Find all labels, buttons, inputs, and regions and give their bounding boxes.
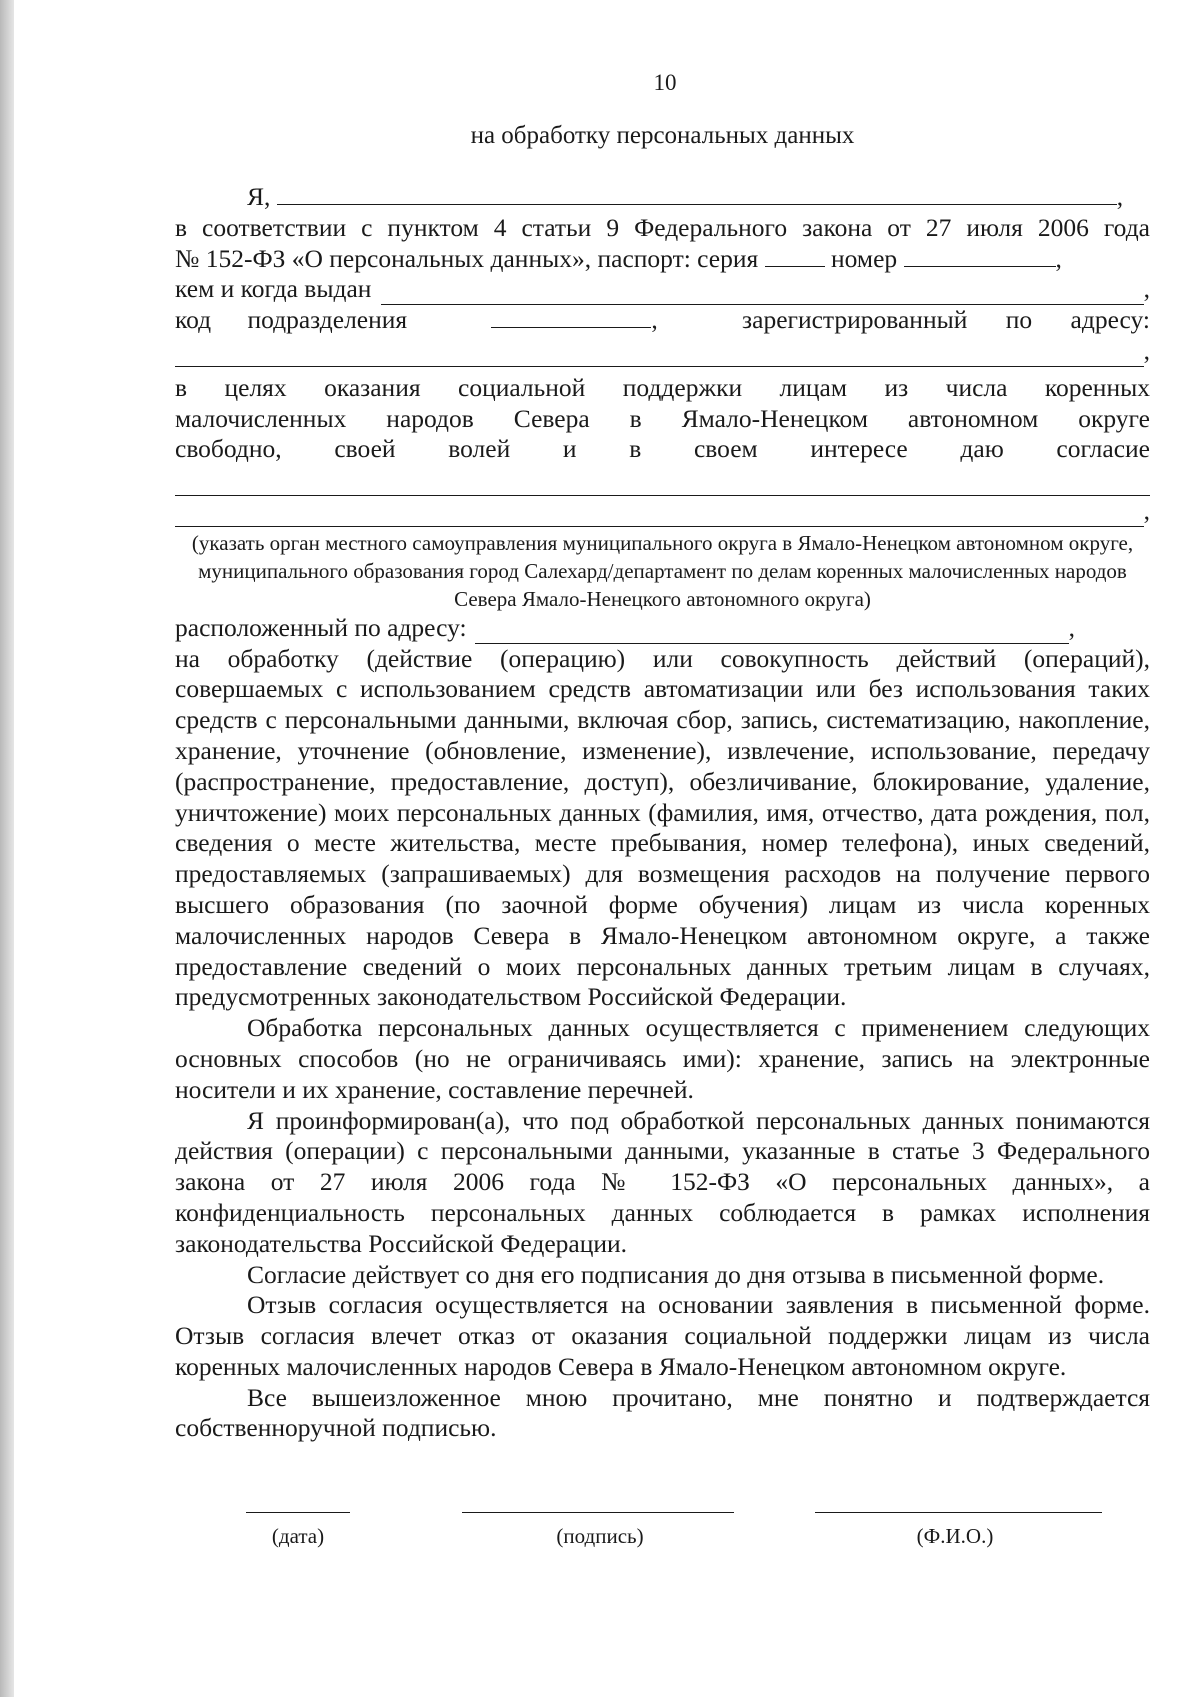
organ-instruction-note: (указать орган местного самоуправления муниципального округа в Ямало-Ненецком автономном округе, муниципального образования город Салехард/департамент по делам коренных малочисленных народов Севера Ямало-Ненецкого автономного округа) — [191, 530, 1134, 611]
purpose-line-3: свободно, своей волей и в своем интересе даю согласие — [175, 434, 1150, 464]
purpose-line-1: в целях оказания социальной поддержки лицам из числа коренных — [175, 372, 1150, 402]
located-address-line — [175, 613, 1075, 644]
department-code-field — [491, 305, 657, 336]
organ-blank-line-2 — [175, 496, 1150, 527]
signature-line — [462, 1502, 734, 1513]
revocation-paragraph: Отзыв согласия осуществляется на основании заявления в письменной форме. Отзыв согласия влечет отказ от оказания социальной поддержки лицам из числа коренных малочисленных народов Севера в Ямало-Ненецком автономном округе. — [175, 1290, 1150, 1381]
issued-label: кем и когда выдан — [175, 274, 372, 304]
comma: , — [1068, 612, 1075, 642]
passport-label: № 152-ФЗ «О персональных данных», паспорт: серия — [175, 243, 759, 273]
signature-block — [0, 1502, 1200, 1562]
date-signature-line — [246, 1502, 350, 1513]
confirmation-paragraph: Все вышеизложенное мною прочитано, мне понятно и подтверждается собственноручной подписью. — [175, 1382, 1150, 1443]
passport-number-label: номер — [831, 243, 898, 273]
applicant-name-line — [175, 182, 1150, 213]
organ-name-blank — [175, 473, 1150, 496]
applicant-prefix: Я, — [247, 182, 271, 211]
applicant-name-blank — [277, 182, 1117, 205]
page-number: 10 — [653, 70, 677, 95]
purpose-line-2: малочисленных народов Севера в Ямало-Ненецком автономном округе — [175, 403, 1150, 433]
issued-by-blank — [381, 282, 1143, 305]
organ-blank-line-1 — [175, 465, 1150, 496]
signature-caption: (подпись) — [556, 1524, 644, 1548]
passport-number-blank — [904, 244, 1056, 267]
law-reference-line: в соответствии с пунктом 4 статьи 9 Федерального закона от 27 июля 2006 года — [175, 212, 1150, 242]
comma: , — [1055, 243, 1062, 273]
department-code-blank — [491, 305, 651, 328]
registered-label: зарегистрированный по адресу: — [742, 305, 1150, 335]
methods-paragraph: Обработка персональных данных осуществляется с применением следующих основных способов (но не ограничиваясь ими): хранение, запись на электронные носители и их хранение, составление перечней. — [175, 1013, 1150, 1104]
validity-paragraph: Согласие действует со дня его подписания до дня отзыва в письменной форме. — [247, 1259, 1105, 1289]
processing-paragraph: на обработку (действие (операцию) или совокупность действий (операций), совершаемых с использованием средств автоматизации или без использования таких средств с персональными данными, включая сбор, запись, систематизацию, накопление, хранение, уточнение (обновление, изменение), извлечение, использование, передачу (распространение, предоставление, доступ), обезличивание, блокирование, удаление, уничтожение) моих персональных данных (фамилия, имя, отчество, дата рождения, пол, сведения о месте жительства, месте пребывания, номер телефона), иных сведений, предоставляемых (запрашиваемых) для возмещения расходов на получение первого высшего образования (по заочной форме обучения) лицам из числа коренных малочисленных народов Севера в Ямало-Ненецком автономном округе, а также предоставление сведений о моих персональных данных третьим лицам в случаях, предусмотренных законодательством Российской Федерации. — [175, 643, 1150, 1012]
informed-paragraph: Я проинформирован(а), что под обработкой персональных данных понимаются действия (операции) с персональными данными, указанные в статье 3 Федерального закона от 27 июля 2006 года № 152-ФЗ «О персональных данных», а конфиденциальность персональных данных соблюдается в рамках исполнения законодательства Российской Федерации. — [175, 1105, 1150, 1258]
comma: , — [1143, 335, 1150, 365]
comma: , — [1116, 182, 1124, 211]
date-caption: (дата) — [271, 1524, 325, 1548]
located-address-blank — [475, 621, 1069, 644]
organ-name-blank — [175, 504, 1144, 527]
department-code-line — [175, 305, 1150, 336]
full-name-signature-line — [815, 1502, 1102, 1513]
department-code-label: код подразделения — [175, 305, 408, 335]
comma: , — [1143, 495, 1150, 525]
passport-line — [175, 244, 1150, 275]
comma: , — [651, 305, 658, 335]
document-body — [175, 182, 1150, 1444]
passport-series-blank — [765, 244, 825, 267]
registered-address-blank — [175, 344, 1144, 367]
comma: , — [1143, 274, 1150, 304]
issued-by-line — [175, 274, 1150, 305]
registered-address-line — [175, 336, 1150, 367]
full-name-caption: (Ф.И.О.) — [916, 1524, 994, 1548]
located-label: расположенный по адресу: — [175, 612, 467, 642]
document-title: на обработку персональных данных — [470, 122, 855, 149]
